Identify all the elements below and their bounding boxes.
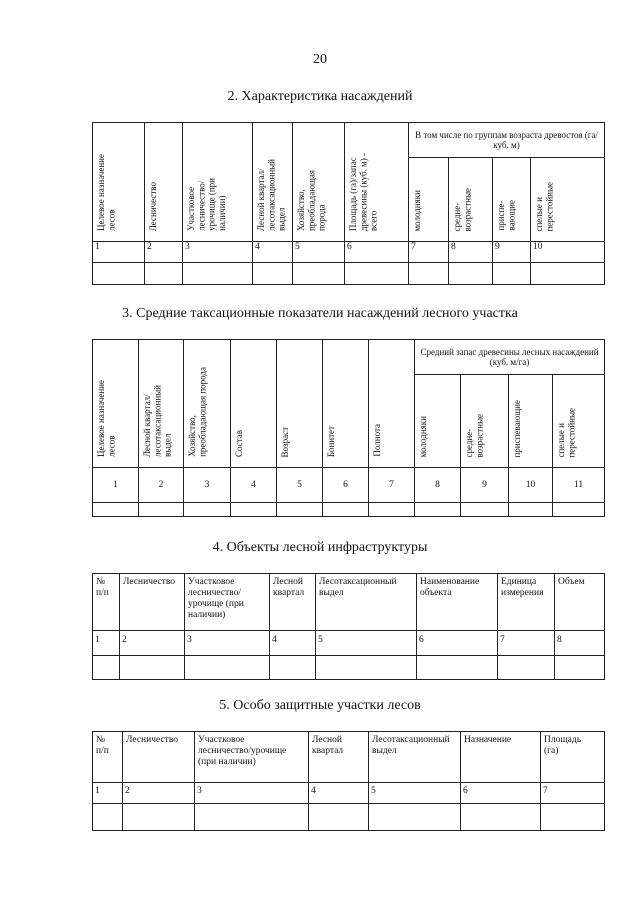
section-3-table [92, 339, 605, 517]
s5-num: 7 [541, 783, 605, 804]
s3-col-label: Бонитет [326, 425, 336, 458]
s3-col-density [369, 340, 415, 468]
s3-group-label: спелые и перестойные [556, 407, 577, 458]
s4-empty-row [93, 656, 605, 680]
s2-num: 4 [253, 242, 293, 263]
s4-num: 4 [270, 631, 316, 656]
section-4-title: 4. Объекты лесной инфраструктуры [212, 540, 428, 555]
s2-col-purpose [93, 123, 145, 242]
s3-group-header: Средний запас древесины лесных насаждений (куб. м/га) [415, 340, 605, 375]
s3-col-age [277, 340, 323, 468]
s5-num: 2 [123, 783, 195, 804]
s5-num: 1 [93, 783, 123, 804]
s2-col-label: Целевое назначение лесов [96, 154, 117, 232]
s2-num: 10 [531, 242, 605, 263]
s3-num: 9 [461, 468, 509, 503]
s2-group-col [409, 158, 449, 242]
s2-group-col [493, 158, 531, 242]
section-4-table [92, 573, 605, 680]
s5-num: 4 [309, 783, 369, 804]
s3-group-col [553, 375, 605, 468]
s4-col-unit: Единица измерения [498, 574, 555, 631]
s3-col-label: Лесной квартал/ лесотаксационный выдел [142, 385, 173, 458]
s5-empty-row [93, 804, 605, 831]
s2-col-label: Участковое лесничество/ урочище (при наличии) [186, 178, 228, 232]
s2-col-area [345, 123, 409, 242]
s2-num: 9 [493, 242, 531, 263]
s2-col-label: Лесничество [148, 181, 158, 232]
s3-group-col [461, 375, 509, 468]
s2-num: 8 [449, 242, 493, 263]
s3-col-quarter [139, 340, 184, 468]
s4-col-number: № п/п [93, 574, 120, 631]
page-number: 20 [313, 52, 327, 67]
s3-col-label: Целевое назначение лесов [96, 380, 117, 458]
s4-col-volume: Объем [555, 574, 605, 631]
s5-col-purpose: Назначение [461, 732, 541, 783]
s3-num: 8 [415, 468, 461, 503]
s2-group-label: спелые и перестойные [534, 181, 555, 232]
s5-num: 5 [369, 783, 461, 804]
s3-num: 6 [323, 468, 369, 503]
s3-num: 5 [277, 468, 323, 503]
s4-num: 6 [417, 631, 498, 656]
s4-col-allotment: Лесотаксационный выдел [316, 574, 417, 631]
s2-num: 3 [183, 242, 253, 263]
s2-empty-row [93, 263, 605, 285]
s5-num: 6 [461, 783, 541, 804]
s3-group-col [509, 375, 553, 468]
s4-col-district: Участковое лесничество/ урочище (при наличии) [185, 574, 270, 631]
s4-num: 8 [555, 631, 605, 656]
s3-col-label: Возраст [280, 426, 290, 458]
s2-group-col [531, 158, 605, 242]
s5-col-district: Участковое лесничество/урочище (при наличии) [195, 732, 309, 783]
s4-col-object-name: Наименование объекта [417, 574, 498, 631]
s4-col-forestry: Лесничество [120, 574, 185, 631]
section-2-table [92, 122, 605, 285]
section-5-title: 5. Особо защитные участки лесов [219, 698, 421, 713]
s5-col-quarter: Лесной квартал [309, 732, 369, 783]
s3-num: 4 [231, 468, 277, 503]
s3-num: 3 [184, 468, 231, 503]
s5-num: 3 [195, 783, 309, 804]
s2-num: 2 [145, 242, 183, 263]
s2-num: 7 [409, 242, 449, 263]
s3-num: 10 [509, 468, 553, 503]
s4-num: 2 [120, 631, 185, 656]
s4-col-quarter: Лесной квартал [270, 574, 316, 631]
s2-group-label: приспе- вающие [496, 200, 517, 232]
s2-num: 6 [345, 242, 409, 263]
s3-group-label: средне- возрастные [464, 413, 485, 458]
s2-num: 1 [93, 242, 145, 263]
s3-col-composition [231, 340, 277, 468]
s2-col-quarter [253, 123, 293, 242]
s2-group-label: средне- возрастные [452, 187, 473, 232]
s2-group-col [449, 158, 493, 242]
s4-num: 5 [316, 631, 417, 656]
s2-num: 5 [293, 242, 345, 263]
s3-col-label: Хозяйство, преобладающая порода [187, 367, 208, 458]
s2-group-header: В том числе по группам возраста древостоя (га/куб. м) [409, 123, 605, 158]
s3-group-label: приспевающие [512, 399, 522, 458]
s3-col-bonitet [323, 340, 369, 468]
s2-col-label: Площадь (га)/запас древесины (куб. м) - всего [348, 153, 379, 232]
section-2-title: 2. Характеристика насаждений [227, 89, 413, 104]
s2-col-species [293, 123, 345, 242]
s3-num: 2 [139, 468, 184, 503]
s4-num: 3 [185, 631, 270, 656]
s3-group-label: молодняки [418, 415, 428, 458]
s3-col-species [184, 340, 231, 468]
s3-group-col [415, 375, 461, 468]
section-5-table [92, 731, 605, 831]
s2-col-forestry [145, 123, 183, 242]
s3-col-purpose [93, 340, 139, 468]
s5-col-number: № п/п [93, 732, 123, 783]
s5-col-area: Площадь (га) [541, 732, 605, 783]
section-3-title: 3. Средние таксационные показатели насаждений лесного участка [122, 306, 518, 321]
s3-empty-row [93, 503, 605, 517]
s2-col-label: Хозяйство, преобладающая порода [296, 170, 327, 232]
s3-num: 7 [369, 468, 415, 503]
s2-col-district [183, 123, 253, 242]
s5-col-allotment: Лесотаксационный выдел [369, 732, 461, 783]
s4-num: 7 [498, 631, 555, 656]
s3-col-label: Состав [234, 430, 244, 458]
s5-col-forestry: Лесничество [123, 732, 195, 783]
s3-num: 11 [553, 468, 605, 503]
s3-num: 1 [93, 468, 139, 503]
s2-col-label: Лесной квартал/ лесотаксационный выдел [256, 159, 287, 232]
s4-num: 1 [93, 631, 120, 656]
s3-col-label: Полнота [372, 424, 382, 458]
s2-group-label: молодняки [412, 189, 422, 232]
